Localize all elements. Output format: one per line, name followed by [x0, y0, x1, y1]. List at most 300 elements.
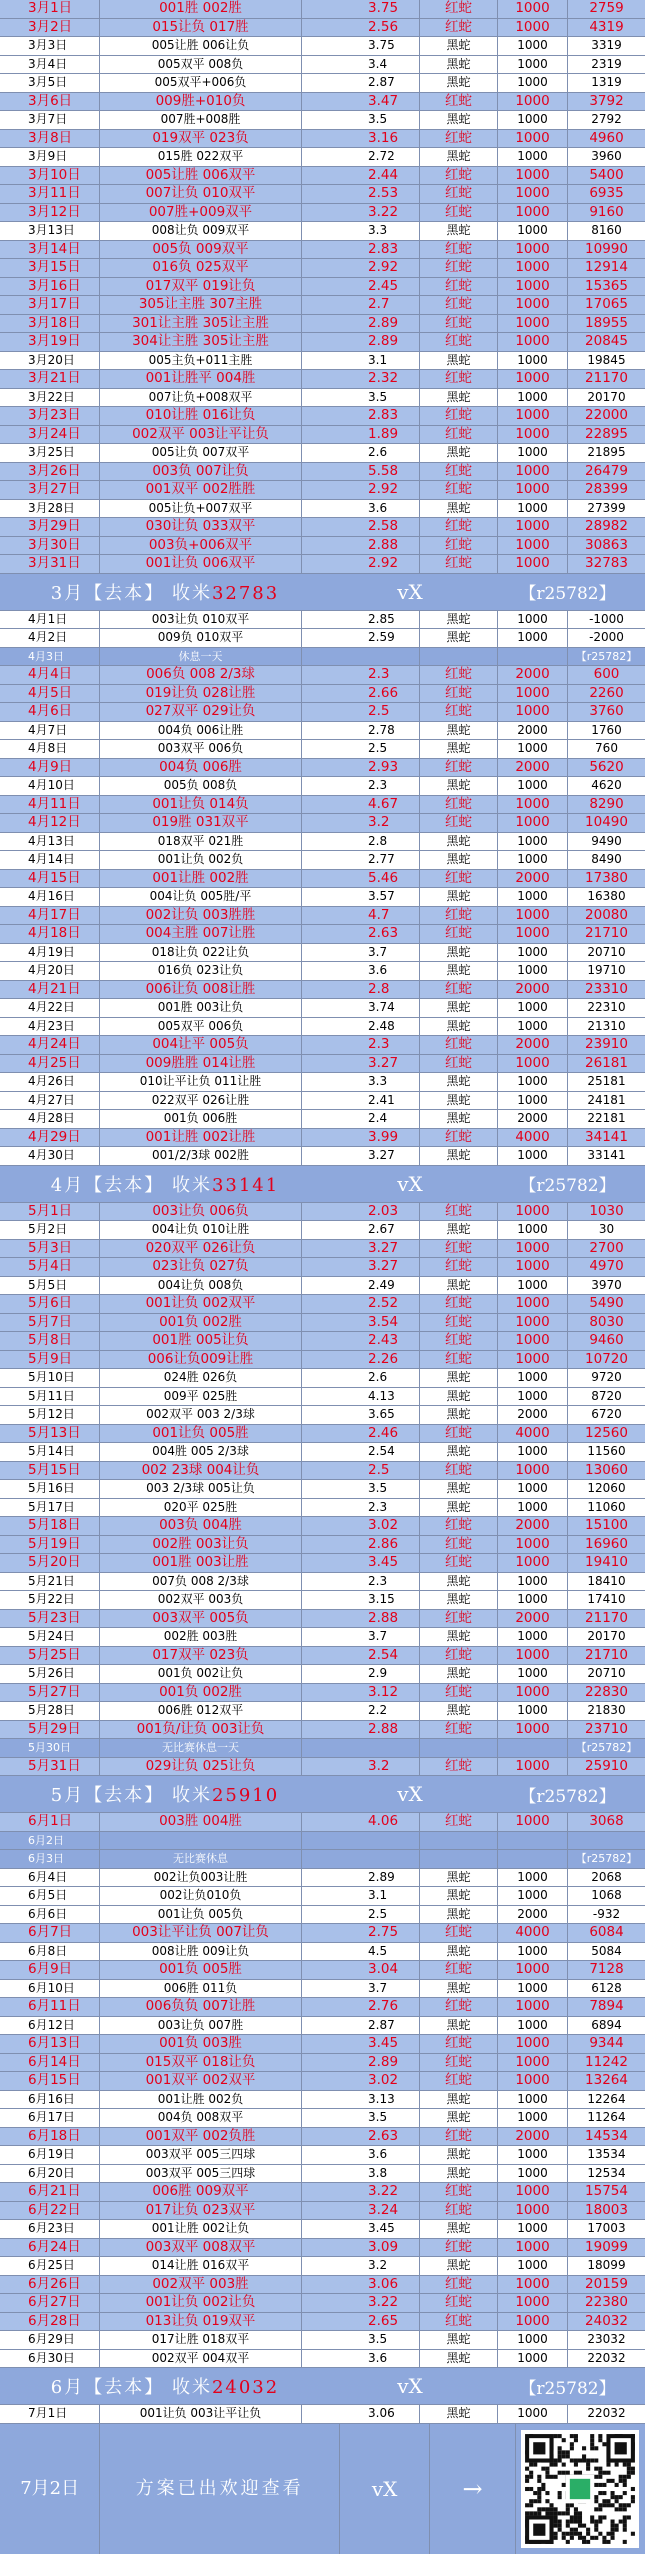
cell-stake: 1000 [498, 2017, 568, 2035]
cell-odds: 2.93 [302, 759, 420, 777]
cell-total: 7128 [589, 1961, 624, 1977]
arrow-right-icon: → [430, 2424, 515, 2554]
cell-total: 23710 [585, 1720, 628, 1737]
cell-pool: 红蛇 [420, 407, 498, 425]
cell-stake: 1000 [498, 888, 568, 906]
cell-date: 5月4日 [0, 1258, 100, 1276]
cell-date: 3月16日 [0, 278, 100, 296]
cell-date: 6月9日 [0, 1961, 100, 1979]
cell-pick: 001双平 002负胜 [100, 2128, 302, 2146]
summary-amount: 24032 [211, 2377, 280, 2398]
cell-total: 12560 [585, 1424, 628, 1441]
cell-date: 3月14日 [0, 241, 100, 259]
cell-total: 11264 [587, 2110, 626, 2124]
cell-stake: 1000 [498, 1591, 568, 1609]
cell-pool: 红蛇 [420, 2183, 498, 2201]
cell-total: 12060 [587, 1481, 626, 1495]
cell-total: 21830 [587, 1703, 626, 1717]
cell-total: 26479 [585, 462, 628, 479]
cell-pool: 红蛇 [420, 1203, 498, 1221]
cell-pick: 002让负 003胜胜 [100, 907, 302, 925]
cell-odds: 5.46 [302, 870, 420, 888]
cell-total: 15365 [585, 277, 628, 294]
cell-pool: 红蛇 [420, 870, 498, 888]
table-row [0, 1036, 645, 1055]
cell-pick: 001负 002让负 [100, 1665, 302, 1683]
cell-date: 3月5日 [0, 74, 100, 92]
cell-stake: 4000 [498, 1129, 568, 1147]
cell-odds: 3.3 [302, 1073, 420, 1091]
cell-stake: 2000 [498, 1517, 568, 1535]
table-row [0, 426, 645, 445]
cell-date: 4月25日 [0, 1055, 100, 1073]
cell-total: 7894 [589, 1998, 624, 2014]
cell-stake: 1000 [498, 1221, 568, 1239]
table-row [0, 2035, 645, 2054]
cell-date: 3月18日 [0, 315, 100, 333]
cell-stake: 1000 [498, 796, 568, 814]
table-row [0, 167, 645, 186]
cell-odds: 2.59 [302, 629, 420, 647]
cell-total: 26181 [585, 1054, 628, 1071]
cell-date: 4月21日 [0, 981, 100, 999]
cell-pick: 301让主胜 305让主胜 [100, 315, 302, 333]
cell-odds: 3.75 [302, 0, 420, 18]
table-row [0, 1073, 645, 1092]
cell-pick: 304让主胜 305让主胜 [100, 333, 302, 351]
cell-pool: 黑蛇 [420, 1092, 498, 1110]
cell-pick: 001让胜 002负 [100, 2091, 302, 2109]
cell-date: 3月29日 [0, 518, 100, 536]
cell-total: 21895 [587, 445, 626, 459]
cell-pool: 红蛇 [420, 537, 498, 555]
cell-date: 4月4日 [0, 666, 100, 684]
qr-code-container [516, 2430, 645, 2548]
table-row [0, 352, 645, 371]
cell-stake: 1000 [498, 1998, 568, 2016]
cell-stake: 1000 [498, 2109, 568, 2127]
cell-stake: 1000 [498, 1480, 568, 1498]
cell-pool: 红蛇 [420, 185, 498, 203]
cell-total: 3068 [589, 1813, 624, 1829]
cell-stake: 1000 [498, 1665, 568, 1683]
cell-total: 20159 [585, 2275, 628, 2292]
cell-pool: 红蛇 [420, 981, 498, 999]
footer-vx: vX [340, 2424, 430, 2554]
cell-stake: 1000 [498, 777, 568, 795]
cell-date: 4月11日 [0, 796, 100, 814]
table-row [0, 999, 645, 1018]
cell-pick: 003双平 008双平 [100, 2239, 302, 2257]
cell-odds: 2.3 [302, 1036, 420, 1054]
table-row [0, 241, 645, 260]
cell-stake: 1000 [498, 1388, 568, 1406]
cell-date: 5月10日 [0, 1369, 100, 1387]
table-row [0, 1221, 645, 1240]
cell-pool: 红蛇 [420, 1314, 498, 1332]
cell-stake: 1000 [498, 2146, 568, 2164]
cell-date: 6月17日 [0, 2109, 100, 2127]
cell-total: 20080 [585, 906, 628, 923]
table-row [0, 833, 645, 852]
table-row [0, 130, 645, 149]
cell-total: 24181 [587, 1092, 626, 1107]
cell-odds: 2.9 [302, 1665, 420, 1683]
cell-pick: 005双平 008负 [100, 56, 302, 74]
cell-stake [498, 1850, 568, 1868]
table-row [0, 2276, 645, 2295]
table-row [0, 2350, 645, 2369]
cell-pool: 红蛇 [420, 481, 498, 499]
cell-pool: 黑蛇 [420, 1980, 498, 1998]
cell-pick: 009胜胜 014让胜 [100, 1055, 302, 1073]
cell-pool: 黑蛇 [420, 500, 498, 518]
cell-pool: 黑蛇 [420, 833, 498, 851]
cell-total: 8160 [591, 223, 622, 237]
table-row [0, 1573, 645, 1592]
cell-pool: 红蛇 [420, 907, 498, 925]
cell-odds: 2.32 [302, 370, 420, 388]
table-row [0, 944, 645, 963]
table-row [0, 2072, 645, 2091]
cell-date: 3月23日 [0, 407, 100, 425]
cell-stake: 1000 [498, 2276, 568, 2294]
cell-stake: 1000 [498, 1462, 568, 1480]
cell-odds: 2.53 [302, 185, 420, 203]
cell-pick: 006负负 007让胜 [100, 1998, 302, 2016]
cell-pick: 006负 008 2/3球 [100, 666, 302, 684]
cell-pick: 001双平 002胜胜 [100, 481, 302, 499]
cell-date: 3月30日 [0, 537, 100, 555]
cell-date: 5月8日 [0, 1332, 100, 1350]
cell-stake: 1000 [498, 1073, 568, 1091]
cell-pool: 红蛇 [420, 2128, 498, 2146]
summary-label: 4月【去本】 收米 [50, 1174, 212, 1196]
cell-date: 5月9日 [0, 1351, 100, 1369]
table-row [0, 1110, 645, 1129]
table-row [0, 111, 645, 130]
cell-odds: 3.13 [302, 2091, 420, 2109]
cell-pick: 017双平 023负 [100, 1647, 302, 1665]
cell-pool: 红蛇 [420, 796, 498, 814]
cell-date: 6月24日 [0, 2239, 100, 2257]
table-row [0, 1684, 645, 1703]
cell-stake: 1000 [498, 278, 568, 296]
cell-total: -1000 [589, 611, 624, 626]
cell-odds: 2.88 [302, 1721, 420, 1739]
cell-pool: 红蛇 [420, 93, 498, 111]
table-row [0, 1832, 645, 1851]
cell-date: 5月6日 [0, 1295, 100, 1313]
cell-pick: 305让主胜 307主胜 [100, 296, 302, 314]
cell-odds: 2.54 [302, 1443, 420, 1461]
table-row [0, 2146, 645, 2165]
cell-total: 21710 [585, 1646, 628, 1663]
table-row [0, 629, 645, 648]
cell-total: 4970 [589, 1258, 624, 1274]
cell-stake: 1000 [498, 1314, 568, 1332]
cell-odds: 2.83 [302, 407, 420, 425]
cell-odds: 3.22 [302, 204, 420, 222]
cell-odds: 3.27 [302, 1147, 420, 1165]
cell-odds [302, 648, 420, 666]
cell-pick: 002胜 003让负 [100, 1536, 302, 1554]
table-row [0, 1462, 645, 1481]
cell-pick: 008让胜 009让负 [100, 1943, 302, 1961]
cell-total: -2000 [589, 630, 624, 644]
table-row [0, 2313, 645, 2332]
cell-stake: 1000 [498, 1092, 568, 1110]
cell-total: 15100 [585, 1517, 628, 1533]
cell-odds: 3.04 [302, 1961, 420, 1979]
table-row [0, 1314, 645, 1333]
cell-pick: 006胜 009双平 [100, 2183, 302, 2201]
cell-odds: 2.63 [302, 2128, 420, 2146]
cell-odds: 3.24 [302, 2202, 420, 2220]
cell-date: 6月23日 [0, 2220, 100, 2238]
table-row [0, 611, 645, 630]
cell-date: 6月21日 [0, 2183, 100, 2201]
cell-pick: 016负 025双平 [100, 259, 302, 277]
cell-pool [420, 1832, 498, 1850]
cell-odds: 2.89 [302, 333, 420, 351]
cell-pick: 024胜 026负 [100, 1369, 302, 1387]
cell-pool: 红蛇 [420, 1998, 498, 2016]
cell-stake: 1000 [498, 2257, 568, 2275]
cell-total: 9490 [591, 833, 622, 848]
cell-odds: 3.15 [302, 1591, 420, 1609]
cell-pool: 红蛇 [420, 1462, 498, 1480]
cell-date: 6月11日 [0, 1998, 100, 2016]
cell-date: 4月24日 [0, 1036, 100, 1054]
cell-odds: 2.6 [302, 444, 420, 462]
cell-total: 21310 [587, 1018, 626, 1033]
cell-total: 10720 [585, 1350, 628, 1367]
cell-pick: 019让负 028让胜 [100, 685, 302, 703]
cell-pick: 004让负 005胜/平 [100, 888, 302, 906]
table-row [0, 759, 645, 778]
cell-pool: 黑蛇 [420, 944, 498, 962]
cell-pick: 002双平 003胜 [100, 2276, 302, 2294]
cell-pool: 黑蛇 [420, 1277, 498, 1295]
cell-odds: 2.52 [302, 1295, 420, 1313]
cell-stake [498, 1739, 568, 1757]
cell-pool: 黑蛇 [420, 1869, 498, 1887]
summary-label: 6月【去本】 收米 [50, 2377, 212, 2398]
cell-pool: 黑蛇 [420, 2220, 498, 2238]
cell-stake: 1000 [498, 2035, 568, 2053]
cell-pick: 002双平 004双平 [100, 2350, 302, 2368]
cell-date: 6月29日 [0, 2331, 100, 2349]
cell-pool: 黑蛇 [420, 1369, 498, 1387]
cell-pick: 005双平+006负 [100, 74, 302, 92]
cell-total: 2319 [591, 56, 622, 71]
cell-total: 17410 [587, 1592, 626, 1606]
qr-code-graphic [521, 2430, 639, 2548]
cell-pool: 红蛇 [420, 703, 498, 721]
cell-date: 5月27日 [0, 1684, 100, 1702]
cell-pool: 红蛇 [420, 426, 498, 444]
cell-pick: 002 23球 004让负 [100, 1462, 302, 1480]
table-row [0, 1369, 645, 1388]
cell-pick: 003负+006双平 [100, 537, 302, 555]
table-row [0, 37, 645, 56]
cell-pool: 黑蛇 [420, 2017, 498, 2035]
cell-pool: 黑蛇 [420, 1110, 498, 1128]
footer-date: 7月2日 [0, 2424, 100, 2554]
cell-stake: 1000 [498, 426, 568, 444]
cell-pool: 红蛇 [420, 241, 498, 259]
cell-pick: 019双平 023负 [100, 130, 302, 148]
cell-date: 7月1日 [0, 2405, 100, 2423]
cell-pool: 红蛇 [420, 1924, 498, 1942]
cell-stake: 1000 [498, 1980, 568, 1998]
cell-date: 5月12日 [0, 1406, 100, 1424]
table-row [0, 185, 645, 204]
cell-pick: 004让负 008负 [100, 1277, 302, 1295]
cell-pick: 007让负 010双平 [100, 185, 302, 203]
cell-total: 3960 [591, 149, 622, 163]
table-row [0, 2128, 645, 2147]
cell-pick: 001负 006胜 [100, 1110, 302, 1128]
table-row [0, 814, 645, 833]
cell-pick: 009平 025胜 [100, 1388, 302, 1406]
cell-odds: 2.77 [302, 851, 420, 869]
table-row [0, 204, 645, 223]
cell-date: 3月22日 [0, 389, 100, 407]
cell-stake: 1000 [498, 1203, 568, 1221]
table-row [0, 1517, 645, 1536]
qr-code-icon[interactable] [521, 2430, 639, 2548]
cell-pick: 027双平 029让负 [100, 703, 302, 721]
cell-pick: 003负 007让负 [100, 463, 302, 481]
table-row [0, 1258, 645, 1277]
cell-date: 4月14日 [0, 851, 100, 869]
cell-pool: 黑蛇 [420, 999, 498, 1017]
cell-pool: 红蛇 [420, 1961, 498, 1979]
cell-stake: 1000 [498, 1295, 568, 1313]
cell-date: 5月24日 [0, 1628, 100, 1646]
cell-total: 22032 [587, 2350, 626, 2365]
cell-date: 5月11日 [0, 1388, 100, 1406]
cell-date: 4月29日 [0, 1129, 100, 1147]
cell-odds: 2.58 [302, 518, 420, 536]
cell-pool: 黑蛇 [420, 962, 498, 980]
cell-date: 6月8日 [0, 1943, 100, 1961]
cell-total: 6128 [591, 1980, 622, 1995]
cell-date: 6月18日 [0, 2128, 100, 2146]
table-row [0, 722, 645, 741]
summary-label-wrap [0, 1781, 330, 1807]
cell-odds: 3.8 [302, 2165, 420, 2183]
cell-pool: 黑蛇 [420, 111, 498, 129]
cell-pick: 003双平 005三四球 [100, 2165, 302, 2183]
cell-pick: 018让负 022让负 [100, 944, 302, 962]
cell-total: 1319 [591, 75, 622, 89]
cell-total: 19410 [585, 1554, 628, 1570]
table-row [0, 925, 645, 944]
cell-date: 3月12日 [0, 204, 100, 222]
cell-total: 23910 [585, 1036, 628, 1052]
cell-pick: 001负 003胜 [100, 2035, 302, 2053]
table-row [0, 315, 645, 334]
cell-odds: 3.5 [302, 1480, 420, 1498]
table-row [0, 777, 645, 796]
table-row [0, 1129, 645, 1148]
cell-total: 9344 [589, 2035, 624, 2051]
cell-total: 34141 [585, 1128, 628, 1145]
cell-date: 3月4日 [0, 56, 100, 74]
cell-total: 15754 [585, 2183, 628, 2199]
cell-stake: 1000 [498, 2202, 568, 2220]
table-row [0, 907, 645, 926]
cell-stake: 1000 [498, 148, 568, 166]
cell-pool: 黑蛇 [420, 2405, 498, 2423]
cell-pool: 黑蛇 [420, 389, 498, 407]
cell-stake: 1000 [498, 1647, 568, 1665]
cell-stake: 1000 [498, 740, 568, 758]
cell-stake: 1000 [498, 1813, 568, 1831]
cell-date: 6月26日 [0, 2276, 100, 2294]
cell-pick: 002双平 003让平让负 [100, 426, 302, 444]
cell-odds: 3.2 [302, 2257, 420, 2275]
cell-total: 3760 [589, 703, 624, 719]
cell-pick: 023让负 027负 [100, 1258, 302, 1276]
cell-pick: 003让平让负 007让负 [100, 1924, 302, 1942]
cell-pick: 005让胜 006让负 [100, 37, 302, 55]
cell-odds: 2.88 [302, 1610, 420, 1628]
cell-stake: 1000 [498, 204, 568, 222]
cell-total: 【r25782】 [575, 649, 638, 663]
cell-odds: 4.5 [302, 1943, 420, 1961]
cell-total: 28982 [585, 518, 628, 534]
cell-date: 6月14日 [0, 2054, 100, 2072]
cell-pick: 029让负 025让负 [100, 1758, 302, 1776]
cell-odds: 2.8 [302, 981, 420, 999]
cell-pool: 红蛇 [420, 1610, 498, 1628]
cell-total: 20710 [587, 1666, 626, 1680]
cell-pool [420, 1850, 498, 1868]
table-row [0, 1721, 645, 1740]
cell-stake: 1000 [498, 389, 568, 407]
cell-pool: 红蛇 [420, 759, 498, 777]
summary-label-wrap [0, 2373, 330, 2399]
table-row [0, 2017, 645, 2036]
cell-odds: 2.5 [302, 1462, 420, 1480]
cell-pick: 003双平 005三四球 [100, 2146, 302, 2164]
cell-stake: 1000 [498, 352, 568, 370]
cell-total: 27399 [587, 500, 626, 515]
table-row [0, 740, 645, 759]
cell-stake: 1000 [498, 1573, 568, 1591]
cell-date: 5月15日 [0, 1462, 100, 1480]
cell-pick: 005主负+011主胜 [100, 352, 302, 370]
cell-total: 13264 [585, 2072, 628, 2088]
cell-date: 5月29日 [0, 1721, 100, 1739]
table-row [0, 1203, 645, 1222]
cell-pool: 黑蛇 [420, 1499, 498, 1517]
cell-stake [498, 1832, 568, 1850]
cell-stake: 1000 [498, 1055, 568, 1073]
cell-odds: 4.06 [302, 1813, 420, 1831]
cell-pick: 003双平 005负 [100, 1610, 302, 1628]
cell-stake: 1000 [498, 1443, 568, 1461]
table-row [0, 1961, 645, 1980]
summary-label-wrap [0, 579, 330, 605]
table-row [0, 1351, 645, 1370]
cell-total: 28399 [585, 481, 628, 497]
cell-pick: 022双平 026让胜 [100, 1092, 302, 1110]
